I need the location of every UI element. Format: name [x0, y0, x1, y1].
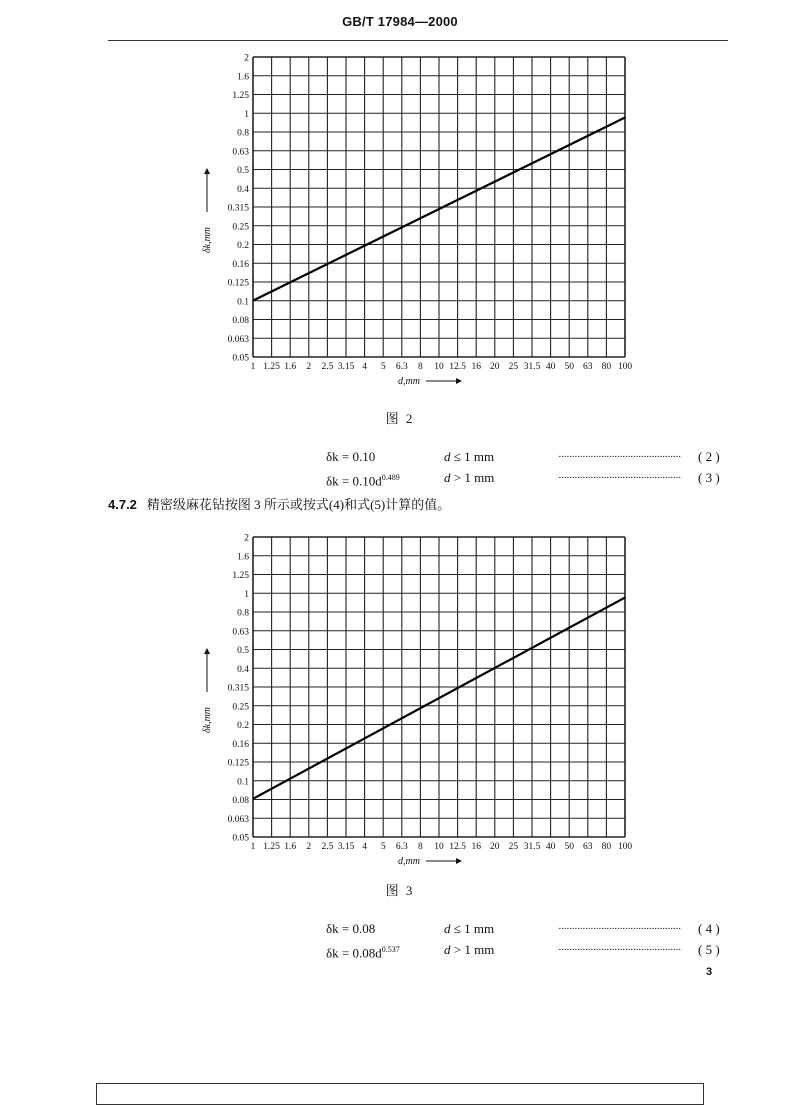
- y-tick-label: 0.8: [237, 608, 249, 619]
- y-tick-label: 0.63: [232, 627, 249, 638]
- y-tick-label: 0.125: [227, 278, 249, 289]
- x-tick-label: 16: [471, 842, 481, 852]
- x-tick-label: 100: [617, 842, 633, 852]
- y-tick-label: 1.6: [237, 552, 249, 563]
- y-tick-label: 0.315: [227, 203, 249, 214]
- figure-2-caption: 图 2: [385, 411, 415, 426]
- y-axis-arrowhead: [204, 168, 210, 174]
- y-tick-label: 0.25: [232, 702, 249, 713]
- x-axis-label: d,mm: [398, 376, 420, 387]
- figure-2-chart: [190, 52, 640, 392]
- x-tick-label: 1.6: [284, 842, 297, 852]
- x-tick-label: 8: [418, 362, 423, 372]
- x-tick-label: 12.5: [449, 362, 466, 372]
- x-tick-label: 8: [418, 842, 423, 852]
- y-tick-label: 0.2: [237, 241, 249, 251]
- x-tick-label: 1.25: [263, 362, 280, 372]
- formula-condition: d > 1 mm: [444, 942, 495, 957]
- figure-3-caption: 图 3: [385, 883, 415, 898]
- x-tick-label: 10: [434, 842, 444, 852]
- formula-4: [326, 920, 736, 938]
- formula-leader-dots: ··············································: [558, 923, 681, 935]
- x-tick-label: 1: [250, 842, 256, 852]
- x-tick-label: 50: [564, 362, 574, 372]
- x-tick-label: 40: [545, 362, 556, 372]
- y-axis-arrowhead: [204, 648, 210, 654]
- x-tick-label: 80: [601, 842, 612, 852]
- x-tick-label: 2: [306, 362, 312, 372]
- y-tick-label: 0.5: [237, 166, 249, 176]
- formula-5: [326, 941, 736, 959]
- x-tick-label: 1: [250, 362, 256, 372]
- x-axis-label: d,mm: [398, 856, 420, 867]
- x-tick-label: 31.5: [523, 842, 541, 852]
- y-tick-label: 0.08: [232, 796, 249, 806]
- y-tick-label: 2: [244, 533, 249, 544]
- y-tick-label: 2: [244, 53, 249, 64]
- y-tick-label: 0.63: [232, 147, 249, 158]
- x-tick-label: 2.5: [321, 362, 334, 372]
- x-tick-label: 1.6: [284, 362, 297, 372]
- formula-2: [326, 448, 736, 466]
- x-axis-arrowhead: [456, 858, 462, 864]
- formula-number: ( 3 ): [698, 470, 720, 485]
- x-tick-label: 2: [306, 842, 312, 852]
- y-tick-label: 0.05: [232, 353, 249, 364]
- x-tick-label: 40: [545, 842, 556, 852]
- x-tick-label: 5: [380, 362, 386, 372]
- y-tick-label: 0.08: [232, 316, 249, 326]
- formula-number: ( 2 ): [698, 449, 720, 464]
- y-tick-label: 1.25: [232, 571, 249, 581]
- y-tick-label: 1: [244, 109, 249, 120]
- y-tick-label: 1.25: [232, 91, 249, 101]
- formula-leader-dots: ··············································: [558, 944, 681, 956]
- x-axis-arrowhead: [456, 378, 462, 384]
- formula-leader-dots: ··············································: [558, 451, 681, 463]
- x-tick-label: 3.15: [337, 842, 355, 852]
- y-tick-label: 0.8: [237, 128, 249, 139]
- clause-number: 4.7.2: [108, 497, 137, 512]
- x-tick-label: 4: [362, 842, 367, 852]
- y-tick-label: 0.4: [237, 184, 249, 195]
- y-tick-label: 0.063: [227, 814, 249, 825]
- x-tick-label: 1.25: [263, 842, 280, 852]
- y-tick-label: 0.16: [232, 739, 249, 750]
- document-header: GB/T 17984—2000: [342, 14, 458, 29]
- x-tick-label: 50: [564, 842, 574, 852]
- x-tick-label: 10: [434, 362, 444, 372]
- y-tick-label: 0.16: [232, 259, 249, 270]
- y-tick-label: 1: [244, 589, 249, 600]
- x-tick-label: 12.5: [449, 842, 466, 852]
- y-tick-label: 0.4: [237, 664, 249, 675]
- formula-condition: d ≤ 1 mm: [444, 449, 495, 464]
- x-tick-label: 2.5: [321, 842, 334, 852]
- formula-lhs: δk = 0.08: [326, 921, 376, 936]
- y-axis-label: δk,mm: [202, 706, 213, 734]
- header-rule: [108, 40, 728, 41]
- formula-number: ( 5 ): [698, 942, 720, 957]
- clause-text: 精密级麻花钻按图 3 所示或按式(4)和式(5)计算的值。: [146, 497, 451, 512]
- figure-3-chart: [190, 532, 640, 872]
- formula-number: ( 4 ): [698, 921, 720, 936]
- formula-condition: d > 1 mm: [444, 470, 495, 485]
- y-tick-label: 1.6: [237, 72, 249, 83]
- formula-lhs: δk = 0.10: [326, 449, 376, 464]
- formula-leader-dots: ··············································: [558, 472, 681, 484]
- x-tick-label: 25: [508, 362, 519, 372]
- y-tick-label: 0.315: [227, 683, 249, 694]
- footer-box: [96, 1083, 704, 1105]
- x-tick-label: 80: [601, 362, 612, 372]
- y-tick-label: 0.063: [227, 334, 249, 345]
- x-tick-label: 100: [617, 362, 633, 372]
- y-axis-label: δk,mm: [202, 226, 213, 254]
- x-tick-label: 20: [490, 362, 500, 372]
- x-tick-label: 5: [380, 842, 386, 852]
- x-tick-label: 6.3: [395, 842, 408, 852]
- y-tick-label: 0.1: [237, 777, 249, 788]
- x-tick-label: 6.3: [395, 362, 408, 372]
- x-tick-label: 4: [362, 362, 367, 372]
- y-tick-label: 0.125: [227, 758, 249, 769]
- y-tick-label: 0.5: [237, 646, 249, 656]
- x-tick-label: 25: [508, 842, 519, 852]
- y-tick-label: 0.1: [237, 297, 249, 308]
- page-number: 3: [706, 966, 713, 978]
- x-tick-label: 63: [583, 362, 593, 372]
- x-tick-label: 20: [490, 842, 500, 852]
- x-tick-label: 63: [583, 842, 593, 852]
- formula-3: [326, 469, 736, 487]
- formula-lhs: $\delta k = 0.10d^{0.489}$: [326, 473, 400, 489]
- x-tick-label: 16: [471, 362, 481, 372]
- y-tick-label: 0.25: [232, 222, 249, 233]
- x-tick-label: 3.15: [337, 362, 355, 372]
- y-tick-label: 0.05: [232, 833, 249, 844]
- formula-lhs: $\delta k = 0.08d^{0.537}$: [326, 945, 400, 961]
- clause-4-7-2: [108, 494, 450, 513]
- formula-condition: d ≤ 1 mm: [444, 921, 495, 936]
- x-tick-label: 31.5: [523, 362, 541, 372]
- y-tick-label: 0.2: [237, 721, 249, 731]
